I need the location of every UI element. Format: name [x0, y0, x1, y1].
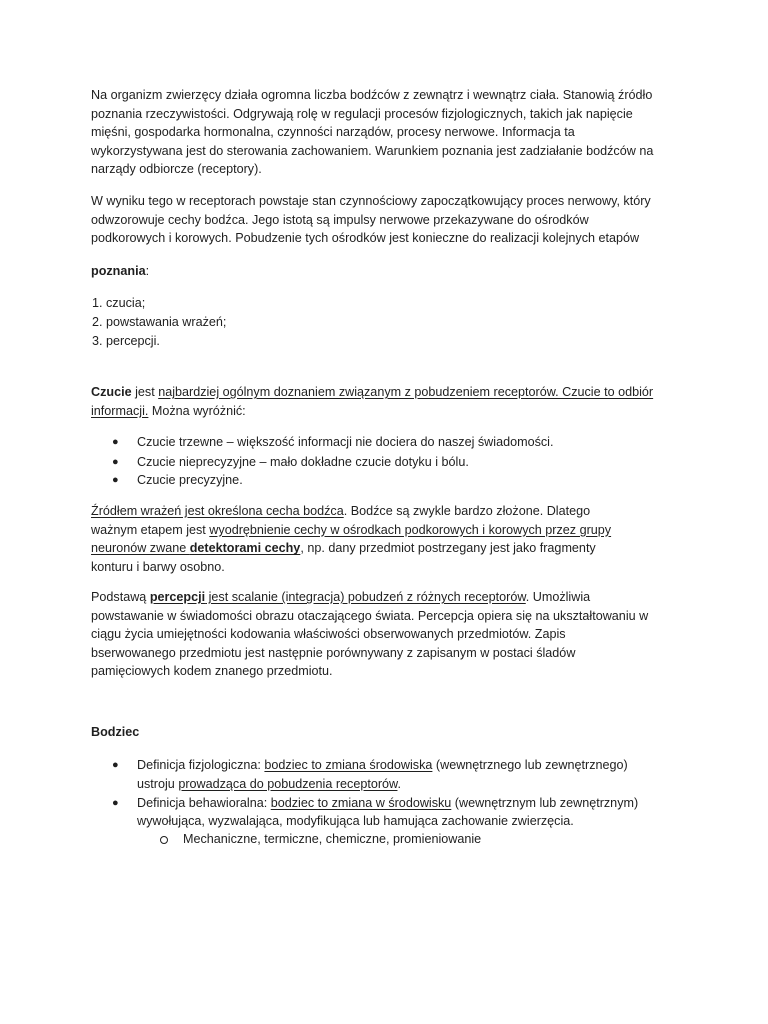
definition-text: (wewnętrznego lub zewnętrznego) [432, 758, 628, 772]
definition-underlined: prowadząca do pobudzenia receptorów [178, 777, 398, 791]
wrazenia-definition: Źródłem wrażeń jest określona cecha bodźca [91, 504, 344, 518]
poznania-colon: : [145, 264, 150, 278]
czucie-text-end: Można wyróżnić: [148, 403, 246, 418]
stage-item: 2. powstawania wrażeń; [92, 315, 227, 329]
receptors-paragraph [91, 192, 691, 248]
wrazenia-text: . Bodźce są zwykle bardzo złożone. Dlatego [343, 504, 591, 518]
stage-item: 3. percepcji. [92, 334, 160, 348]
intro-line: Na organizm zwierzęcy działa ogromna liczba bodźców z zewnątrz i wewnątrz ciała. Stanowią źródło [91, 88, 653, 102]
percepcja-text: Podstawą [91, 590, 150, 604]
percepcja-line: powstawanie w świadomości obrazu otaczającego świata. Percepcja opiera się na ukształtowaniu w [91, 608, 649, 623]
poznania-label [91, 262, 691, 281]
stage-item: 1. czucia; [92, 296, 146, 310]
detektory-cechy-term: detektorami cechy [189, 541, 301, 556]
intro-paragraph [91, 86, 691, 179]
bullet-icon: ● [112, 456, 119, 468]
czucie-text: jest [131, 385, 159, 399]
wrazenia-underlined: wyodrębnienie cechy w ośrodkach podkorowych i korowych przez grupy [209, 522, 612, 537]
intro-line: poznania rzeczywistości. Odgrywają rolę w regulacji procesów fizjologicznych, takich jak napięcie [91, 106, 633, 121]
definition-label: Definicja fizjologiczna: [137, 758, 265, 772]
definition-behawioralna-cont: wywołująca, wyzwalająca, modyfikująca lub hamująca zachowanie zwierzęcia. [137, 814, 574, 828]
poznania-bold: poznania [91, 264, 146, 278]
percepcja-line: ciągu życia umiejętności kodowania właściwości obserwowanych przedmiotów. Zapis [91, 627, 566, 642]
intro-line: narządy odbiorcze (receptory). [91, 162, 262, 177]
wrazenia-text: , np. dany przedmiot postrzegany jest jako fragmenty [300, 541, 596, 556]
percepcja-definition: jest scalanie (integracja) pobudzeń z różnych receptorów [205, 590, 526, 604]
wrazenia-underlined: neuronów zwane [91, 541, 190, 556]
definition-label: Definicja behawioralna: [137, 796, 271, 810]
intro-line: mięśni, gospodarka hormonalna, czynności narządów, procesy nerwowe. Informacja ta [91, 125, 575, 140]
definition-behawioralna [137, 794, 638, 812]
definition-text: ustroju [137, 777, 179, 791]
receptors-line: W wyniku tego w receptorach powstaje stan czynnościowy zapoczątkowujący proces nerwowy, który [91, 194, 651, 208]
percepcja-line: pamięciowych kodem znanego przedmiotu. [91, 664, 333, 679]
percepcja-paragraph [91, 588, 691, 681]
stimulus-types: Mechaniczne, termiczne, chemiczne, promieniowanie [183, 832, 482, 846]
czucie-term: Czucie [91, 385, 132, 399]
bullet-icon: ● [112, 797, 119, 809]
czucie-definition-end: informacji. [91, 403, 149, 418]
circle-bullet-icon [160, 836, 168, 844]
wrazenia-text: ważnym etapem jest [91, 522, 210, 537]
czucie-type-item: Czucie trzewne – większość informacji nie dociera do naszej świadomości. [137, 435, 554, 449]
definition-underlined: bodziec to zmiana w środowisku [270, 796, 452, 810]
czucie-definition: najbardziej ogólnym doznaniem związanym z pobudzeniem receptorów. Czucie to odbiór [158, 385, 654, 399]
bullet-icon: ● [112, 759, 119, 771]
percepcja-text: . Umożliwia [525, 590, 591, 604]
definition-fizjologiczna-cont [137, 775, 401, 793]
bullet-icon: ● [112, 474, 119, 486]
czucie-paragraph [91, 383, 691, 420]
definition-text: . [397, 777, 401, 791]
czucie-type-item: Czucie nieprecyzyjne – mało dokładne czucie dotyku i bólu. [137, 455, 469, 469]
percepcja-line: bserwowanego przedmiotu jest następnie porównywany z zapisanym w postaci śladów [91, 645, 576, 660]
bodziec-heading: Bodziec [91, 725, 140, 739]
receptors-line: podkorowych i korowych. Pobudzenie tych ośrodków jest konieczne do realizacji kolejnych etapów [91, 231, 640, 246]
percepcja-term: percepcji [149, 590, 206, 604]
bullet-icon: ● [112, 436, 119, 448]
czucie-type-item: Czucie precyzyjne. [137, 473, 243, 487]
intro-line: wykorzystywana jest do sterowania zachowaniem. Warunkiem poznania jest zadziałanie bodźców na [91, 143, 654, 158]
definition-fizjologiczna [137, 756, 628, 774]
definition-text: (wewnętrznym lub zewnętrznym) [451, 796, 639, 810]
wrazenia-text: konturu i barwy osobno. [91, 559, 225, 574]
wrazenia-paragraph [91, 502, 691, 576]
receptors-line: odwzorowuje cechy bodźca. Jego istotą są impulsy nerwowe przekazywane do ośrodków [91, 212, 589, 227]
definition-underlined: bodziec to zmiana środowiska [264, 758, 433, 772]
